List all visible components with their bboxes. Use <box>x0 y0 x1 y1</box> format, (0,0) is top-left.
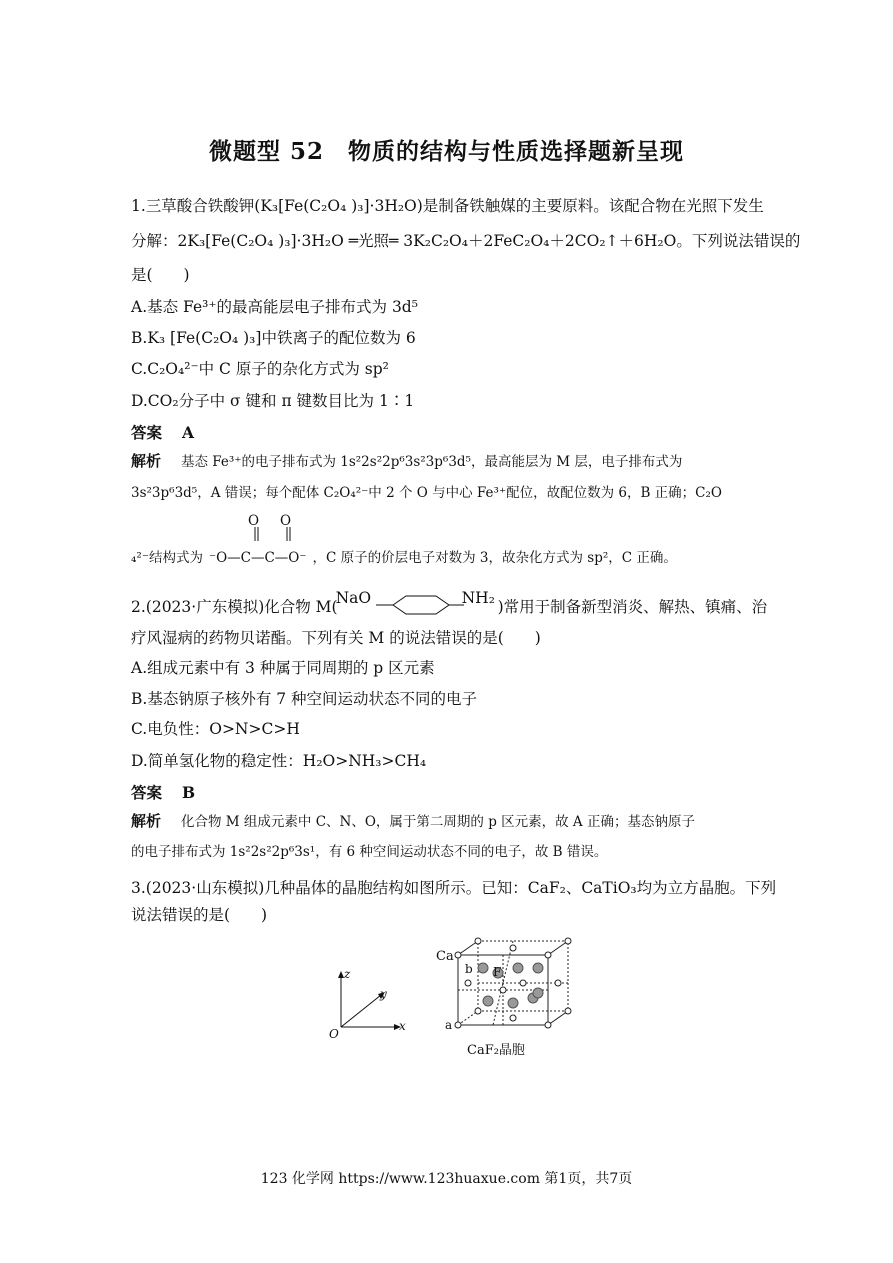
q1-line1: 1.三草酸合铁酸钾(K₃[Fe(C₂O₄ )₃]·3H₂O)是制备铁触媒的主要原料。该配合物在光照下发生 <box>131 197 764 215</box>
molecule-left: NaO <box>335 589 372 607</box>
q1-line2: 分解：2K₃[Fe(C₂O₄ )₃]·3H₂O ═光照═ 3K₂C₂O₄＋2FeC₂O₄＋2CO₂↑＋6H₂O。下列说法错误的 <box>131 232 801 250</box>
axis-origin-label: O <box>329 1027 339 1041</box>
q2-option-d: D.简单氢化物的稳定性：H₂O>NH₃>CH₄ <box>131 752 427 770</box>
q2-option-a: A.组成元素中有 3 种属于同周期的 p 区元素 <box>131 659 435 677</box>
q1-line3: 是( ) <box>131 266 190 284</box>
answer-label: 答案 <box>131 783 163 802</box>
q1-option-b: B.K₃ [Fe(C₂O₄ )₃]中铁离子的配位数为 6 <box>131 329 416 347</box>
axis-z-label: z <box>344 967 351 981</box>
figure-caption: CaF₂晶胞 <box>467 1043 525 1058</box>
q1-exp1 <box>131 451 682 472</box>
q2-line1 <box>131 589 768 617</box>
q3-line1: 3.(2023·山东模拟)几种晶体的晶胞结构如图所示。已知：CaF₂、CaTiO₃均为立方晶胞。下列 <box>131 879 777 897</box>
axis-x-label: x <box>399 1019 406 1033</box>
q2-option-b: B.基态钠原子核外有 7 种空间运动状态不同的电子 <box>131 690 478 708</box>
label-ca: Ca <box>436 949 454 964</box>
answer-label: 答案 <box>131 423 163 442</box>
axes-diagram <box>325 965 415 1040</box>
q2-option-c: C.电负性：O>N>C>H <box>131 720 300 738</box>
answer-value: A <box>182 423 195 442</box>
exp3-post: ，C 原子的价层电子对数为 3，故杂化方式为 sp²，C 正确。 <box>312 550 677 566</box>
exp-text: 基态 Fe³⁺的电子排布式为 1s²2s²2p⁶3s²3p⁶3d⁵，最高能层为 M 层，电子排布式为 <box>181 454 683 470</box>
exp-text: 化合物 M 组成元素中 C、N、O，属于第二周期的 p 区元素，故 A 正确；基态钠原子 <box>181 814 695 830</box>
q2-line2: 疗风湿病的药物贝诺酯。下列有关 M 的说法错误的是( ) <box>131 629 541 647</box>
exp-label: 解析 <box>131 452 162 470</box>
label-b: b <box>465 962 473 976</box>
q2-line1-post: )常用于制备新型消炎、解热、镇痛、治 <box>497 598 768 616</box>
struct-o-top-2: O <box>280 513 292 529</box>
exp3-pre: ₄²⁻结构式为 <box>131 550 203 566</box>
q2-line1-pre: 2.(2023·广东模拟)化合物 M( <box>131 598 338 616</box>
q1-exp2: 3s²3p⁶3d⁵，A 错误；每个配体 C₂O₄²⁻中 2 个 O 与中心 Fe³⁺配位，故配位数为 6，B 正确；C₂O <box>131 485 722 501</box>
label-f: F <box>493 965 502 979</box>
q3-line2: 说法错误的是( ) <box>131 906 268 924</box>
molecule-right: NH₂ <box>461 589 495 607</box>
q1-option-d: D.CO₂分子中 σ 键和 π 键数目比为 1∶1 <box>131 392 415 410</box>
q1-option-c: C.C₂O₄²⁻中 C 原子的杂化方式为 sp² <box>131 360 389 378</box>
q1-answer <box>131 421 194 443</box>
label-a: a <box>445 1018 453 1032</box>
caf2-unit-cell-diagram <box>433 935 573 1060</box>
q1-exp3 <box>131 548 677 568</box>
struct-formula: ⁻O—C—C—O⁻ <box>208 550 307 566</box>
q2-answer <box>131 781 195 803</box>
axis-y-label: y <box>380 987 387 1001</box>
page-footer: 123 化学网 https://www.123huaxue.com 第1页，共7页 <box>260 1171 633 1187</box>
answer-value: B <box>182 783 196 802</box>
q2-exp2: 的电子排布式为 1s²2s²2p⁶3s¹，有 6 种空间运动状态不同的电子，故 B 错误。 <box>131 844 608 860</box>
exp-label: 解析 <box>131 812 162 830</box>
q2-exp1 <box>131 811 695 832</box>
struct-o-top-1: O <box>248 513 260 529</box>
double-bond-marks <box>252 527 264 541</box>
q1-option-a: A.基态 Fe³⁺的最高能层电子排布式为 3d⁵ <box>131 298 418 316</box>
page-title: 微题型 52 物质的结构与性质选择题新呈现 <box>208 138 684 165</box>
